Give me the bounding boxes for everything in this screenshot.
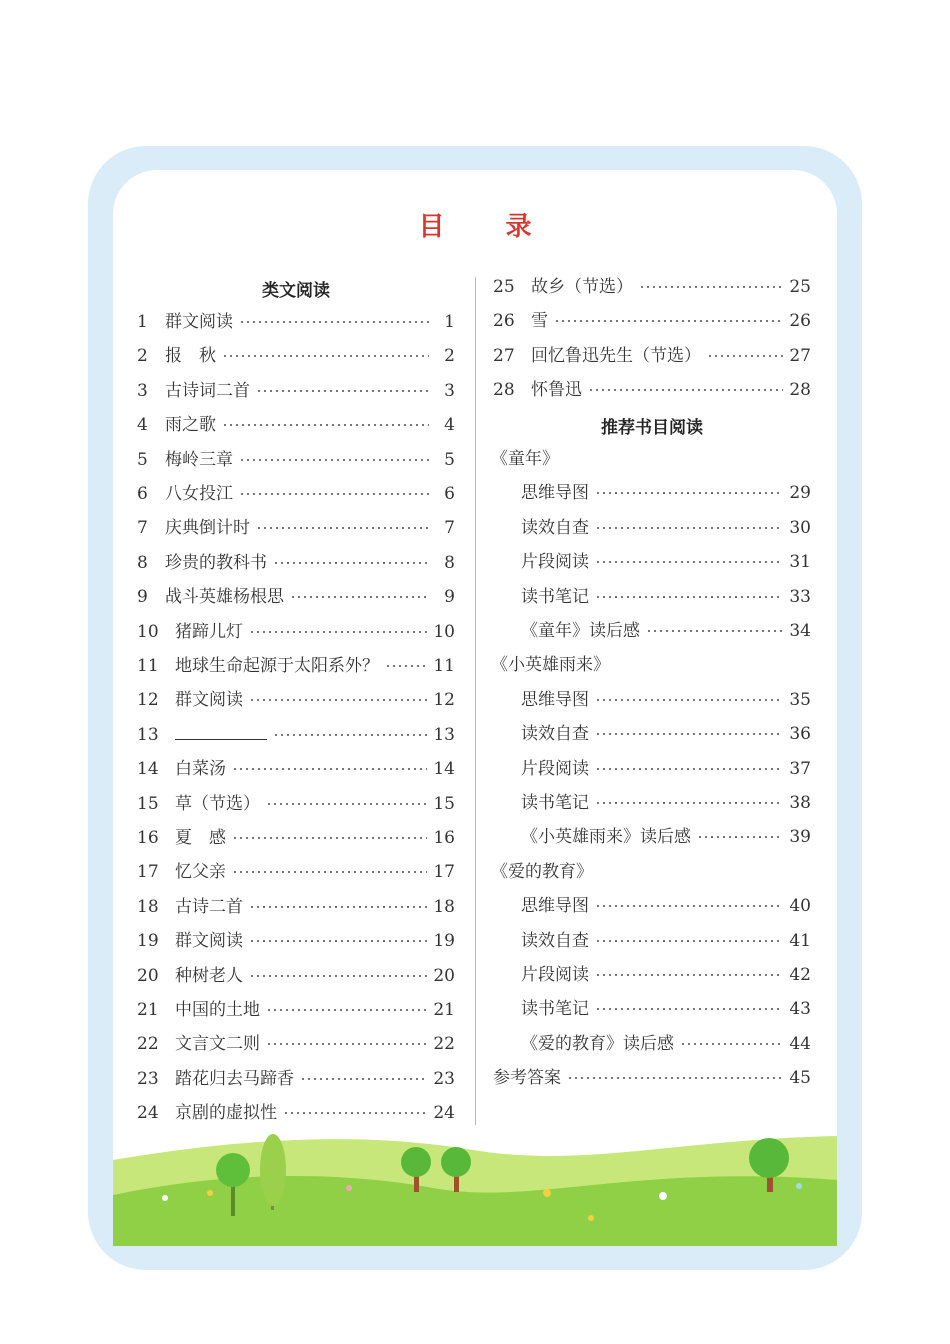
leader-dots (697, 836, 783, 838)
entry-title: 读效自查 (521, 724, 589, 745)
entry-number: 20 (137, 965, 159, 986)
toc-entry[interactable] (137, 344, 455, 368)
page-number: 3 (444, 380, 455, 401)
leader-dots (595, 596, 783, 598)
leader-dots (232, 768, 427, 770)
entry-title: 种树老人 (175, 965, 243, 986)
book-title[interactable]: 《童年》 (491, 449, 559, 469)
toc-entry[interactable] (521, 929, 811, 953)
leader-dots (290, 596, 429, 598)
leader-dots (232, 871, 427, 873)
toc-entry[interactable] (493, 378, 811, 402)
blank-title-line (175, 725, 267, 740)
toc-entry[interactable] (137, 448, 455, 472)
page-number: 20 (433, 965, 455, 986)
entry-number: 6 (137, 484, 148, 504)
entry-title: 忆父亲 (175, 862, 226, 883)
entry-number: 15 (137, 793, 159, 814)
entry-title: 群文阅读 (175, 931, 243, 952)
leader-dots (588, 389, 783, 391)
page-title: 目 录 (418, 212, 558, 242)
entry-title: 读效自查 (521, 930, 589, 951)
page-number: 37 (789, 758, 811, 779)
leader-dots (595, 974, 783, 976)
entry-title: 梅岭三章 (165, 449, 233, 470)
leader-dots (239, 321, 429, 323)
page-number: 43 (789, 999, 811, 1020)
right-section-heading: 推荐书目阅读 (601, 417, 703, 438)
leader-dots (595, 699, 783, 701)
page-number: 24 (433, 1103, 455, 1124)
page-number: 39 (789, 827, 811, 848)
page-number: 1 (444, 312, 455, 332)
entry-title (175, 723, 267, 747)
entry-title: 白菜汤 (175, 759, 226, 780)
entry-number: 13 (137, 724, 159, 745)
leader-dots (249, 631, 427, 633)
leader-dots (249, 940, 427, 942)
entry-number: 1 (137, 312, 148, 332)
toc-entry[interactable] (137, 1067, 455, 1091)
entry-number: 2 (137, 346, 148, 367)
entry-title: 《小英雄雨来》读后感 (521, 827, 691, 848)
toc-entry[interactable] (137, 482, 455, 506)
leader-dots (239, 493, 429, 495)
leader-dots (595, 561, 783, 563)
page-number: 4 (444, 415, 455, 436)
toc-entry[interactable] (137, 654, 455, 678)
entry-title: 古诗词二首 (165, 380, 250, 401)
page-number: 23 (433, 1068, 455, 1089)
page-number: 7 (444, 518, 455, 539)
leader-dots (707, 355, 783, 357)
page-number: 44 (789, 1033, 811, 1054)
leader-dots (232, 837, 427, 839)
toc-entry[interactable] (493, 309, 811, 333)
leader-dots (595, 940, 783, 942)
entry-number: 17 (137, 862, 159, 883)
entry-number: 11 (137, 656, 159, 676)
page-number: 30 (789, 517, 811, 538)
toc-entry[interactable] (521, 722, 811, 746)
leader-dots (266, 1043, 427, 1045)
entry-title: 读效自查 (521, 517, 589, 538)
toc-entry[interactable] (521, 516, 811, 540)
leader-dots (639, 286, 783, 288)
leader-dots (256, 527, 429, 529)
page-number: 14 (433, 759, 455, 780)
entry-title: 战斗英雄杨根思 (165, 587, 284, 608)
entry-title: 回忆鲁迅先生（节选） (531, 345, 701, 366)
leader-dots (554, 320, 783, 322)
leader-dots (595, 1008, 783, 1010)
toc-entry[interactable] (137, 1032, 455, 1056)
leader-dots (595, 527, 783, 529)
leader-dots (266, 1009, 427, 1011)
leader-dots (567, 1077, 783, 1079)
page-number: 31 (789, 552, 811, 573)
toc-entry[interactable] (521, 894, 811, 918)
page-number: 17 (433, 862, 455, 883)
entry-title: 群文阅读 (175, 690, 243, 711)
toc-entry[interactable] (137, 585, 455, 609)
page-number: 27 (789, 345, 811, 366)
column-divider (475, 277, 476, 1125)
entry-title: 雪 (531, 311, 548, 332)
entry-title: 思维导图 (521, 483, 589, 504)
entry-title: 读书笔记 (521, 586, 589, 607)
page-number: 6 (444, 484, 455, 504)
entry-title: 读书笔记 (521, 999, 589, 1020)
entry-number: 23 (137, 1068, 159, 1089)
page-number: 9 (444, 587, 455, 608)
toc-entry[interactable] (137, 792, 455, 816)
page-number: 35 (789, 689, 811, 710)
leader-dots (300, 1078, 427, 1080)
entry-title: 《童年》读后感 (521, 621, 640, 641)
entry-title: 古诗二首 (175, 896, 243, 917)
page-number: 41 (789, 930, 811, 951)
book-title[interactable]: 《爱的教育》 (491, 861, 593, 882)
entry-number: 22 (137, 1034, 159, 1055)
entry-title: 片段阅读 (521, 965, 589, 985)
leader-dots (385, 665, 427, 667)
page-number: 2 (444, 346, 455, 367)
entry-title: 《爱的教育》读后感 (521, 1033, 674, 1054)
toc-entry[interactable] (493, 344, 811, 368)
leader-dots (273, 734, 427, 736)
toc-entry[interactable] (137, 826, 455, 850)
entry-number: 14 (137, 759, 159, 780)
toc-entry[interactable] (137, 998, 455, 1022)
page-number: 36 (789, 724, 811, 745)
toc-entry[interactable] (521, 791, 811, 815)
entry-title: 猪蹄儿灯 (175, 621, 243, 642)
landscape-illustration (113, 1100, 837, 1246)
page-number: 29 (789, 483, 811, 504)
page-number: 18 (433, 896, 455, 917)
entry-number: 4 (137, 415, 148, 436)
toc-entry[interactable] (521, 688, 811, 712)
toc-entry[interactable] (521, 619, 811, 643)
leader-dots (266, 803, 427, 805)
page-number: 12 (433, 690, 455, 711)
entry-number: 12 (137, 690, 159, 711)
page-number: 33 (789, 586, 811, 607)
leader-dots (249, 906, 427, 908)
leader-dots (595, 768, 783, 770)
toc-entry[interactable] (137, 516, 455, 540)
leader-dots (595, 905, 783, 907)
leader-dots (595, 802, 783, 804)
entry-number: 8 (137, 552, 148, 573)
entry-title: 夏 感 (175, 828, 226, 848)
toc-entry[interactable] (137, 757, 455, 781)
leader-dots (256, 390, 429, 392)
toc-entry[interactable] (137, 723, 455, 747)
page-number: 25 (789, 277, 811, 297)
entry-number: 27 (493, 345, 515, 366)
entry-title: 片段阅读 (521, 758, 589, 779)
toc-entry[interactable] (137, 895, 455, 919)
leader-dots (646, 630, 783, 632)
entry-title: 片段阅读 (521, 552, 589, 573)
leader-dots (249, 975, 427, 977)
toc-entry[interactable] (521, 1032, 811, 1056)
page-number: 10 (433, 621, 455, 642)
toc-entry[interactable] (137, 379, 455, 403)
entry-number: 3 (137, 380, 148, 401)
toc-entry[interactable] (137, 310, 455, 334)
entry-title: 京剧的虚拟性 (175, 1103, 277, 1124)
page-number: 16 (433, 828, 455, 848)
entry-number: 25 (493, 277, 515, 297)
page-number: 28 (789, 380, 811, 401)
entry-number: 26 (493, 311, 515, 332)
leader-dots (249, 699, 427, 701)
toc-entry[interactable] (521, 825, 811, 849)
page-number: 34 (789, 621, 811, 641)
leader-dots (222, 355, 429, 357)
toc-entry[interactable] (137, 620, 455, 644)
page-number: 42 (789, 965, 811, 985)
toc-entry[interactable] (521, 997, 811, 1021)
page-number: 11 (433, 656, 455, 676)
entry-number: 10 (137, 621, 159, 642)
page-number: 15 (433, 793, 455, 814)
entry-title: 雨之歌 (165, 415, 216, 436)
book-title[interactable]: 《小英雄雨来》 (491, 655, 610, 676)
entry-title: 文言文二则 (175, 1034, 260, 1055)
page-number: 22 (433, 1034, 455, 1055)
entry-number: 24 (137, 1103, 159, 1124)
page-number: 5 (444, 449, 455, 470)
leader-dots (222, 424, 429, 426)
page-number: 21 (433, 1000, 455, 1020)
entry-title: 地球生命起源于太阳系外？ (175, 656, 379, 676)
toc-entry[interactable] (493, 275, 811, 299)
entry-title: 参考答案 (493, 1068, 561, 1089)
entry-number: 16 (137, 828, 159, 848)
leader-dots (273, 562, 429, 564)
leader-dots (595, 733, 783, 735)
entry-title: 踏花归去马蹄香 (175, 1068, 294, 1089)
leader-dots (239, 459, 429, 461)
entry-title: 报 秋 (165, 346, 216, 367)
leader-dots (595, 492, 783, 494)
entry-number: 18 (137, 896, 159, 917)
toc-entry[interactable] (521, 963, 811, 987)
page-number: 38 (789, 793, 811, 813)
entry-title: 怀鲁迅 (531, 380, 582, 401)
page-number: 40 (789, 896, 811, 917)
entry-number: 7 (137, 518, 148, 539)
page-number: 26 (789, 311, 811, 332)
entry-title: 群文阅读 (165, 312, 233, 332)
toc-entry[interactable] (137, 929, 455, 953)
page-number: 19 (433, 931, 455, 952)
entry-title: 思维导图 (521, 689, 589, 710)
entry-title: 庆典倒计时 (165, 518, 250, 539)
toc-entry[interactable] (137, 964, 455, 988)
entry-title: 读书笔记 (521, 793, 589, 813)
entry-number: 5 (137, 449, 148, 470)
toc-entry[interactable] (521, 481, 811, 505)
leader-dots (680, 1043, 783, 1045)
page-number: 45 (789, 1068, 811, 1089)
entry-title: 思维导图 (521, 896, 589, 917)
entry-title: 八女投江 (165, 484, 233, 504)
toc-entry[interactable] (137, 413, 455, 437)
entry-number: 28 (493, 380, 515, 401)
toc-entry[interactable] (137, 688, 455, 712)
entry-number: 19 (137, 931, 159, 952)
entry-number: 21 (137, 1000, 159, 1020)
toc-entry[interactable] (137, 551, 455, 575)
toc-entry[interactable] (521, 757, 811, 781)
entry-title: 草（节选） (175, 793, 260, 814)
toc-entry[interactable] (493, 1066, 811, 1090)
page-number: 8 (444, 552, 455, 573)
entry-title: 中国的土地 (175, 1000, 260, 1020)
entry-title: 故乡（节选） (531, 277, 633, 297)
toc-entry[interactable] (137, 860, 455, 884)
entry-title: 珍贵的教科书 (165, 552, 267, 573)
entry-number: 9 (137, 587, 148, 608)
toc-entry[interactable] (521, 550, 811, 574)
page-number: 13 (433, 724, 455, 745)
left-section-heading: 类文阅读 (262, 281, 330, 301)
toc-entry[interactable] (521, 585, 811, 609)
